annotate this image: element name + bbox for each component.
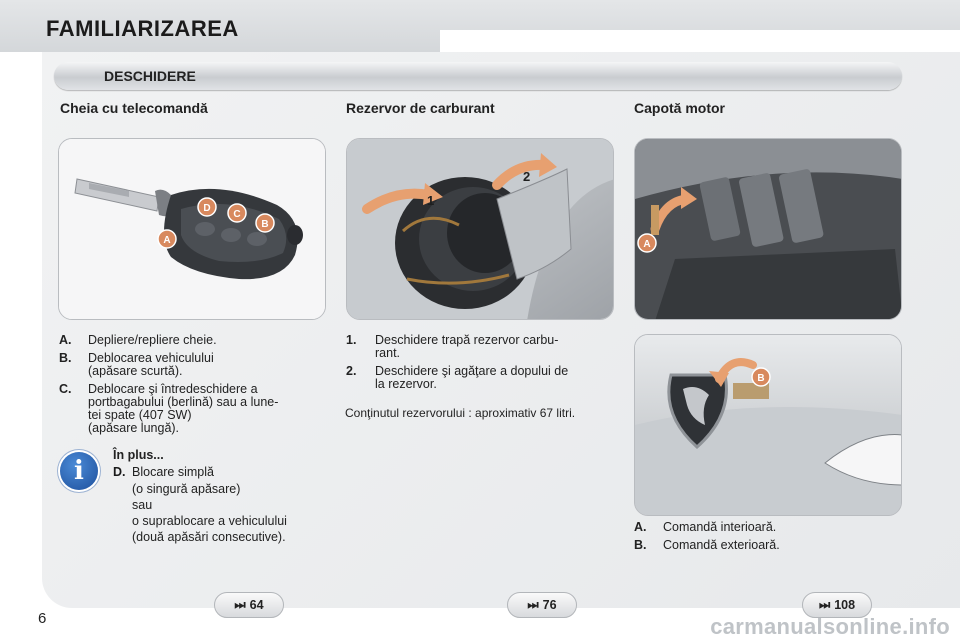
list-item [59, 383, 334, 435]
hood-legend-list [634, 521, 904, 557]
item-key: A. [634, 520, 647, 534]
hood-exterior-photo [634, 334, 902, 516]
list-item [346, 365, 618, 391]
page-ref-link-64[interactable] [214, 592, 284, 618]
info-key: D. [113, 465, 126, 479]
item-text: Comandă interioară. [663, 520, 777, 534]
svg-text:C: C [233, 209, 241, 220]
fuel-legend-list [346, 334, 618, 396]
item-key: 1. [346, 333, 357, 347]
page-ref-label: 76 [542, 598, 557, 612]
list-item [59, 352, 334, 378]
item-text: Deblocarea vehiculului (apăsare scurtă). [88, 351, 214, 378]
section-title: DESCHIDERE [104, 68, 196, 84]
item-key: A. [59, 333, 72, 347]
svg-text:1: 1 [427, 193, 435, 208]
info-line: sau [132, 498, 153, 512]
item-text: Comandă exterioară. [663, 538, 780, 552]
fuel-capacity-note: Conţinutul rezervorului : aproximativ 67 litri. [345, 406, 576, 420]
key-legend-list [59, 334, 334, 440]
list-item [346, 334, 618, 360]
item-text: Depliere/repliere cheie. [88, 333, 217, 347]
item-key: C. [59, 382, 72, 396]
page-title: FAMILIARIZAREA [46, 16, 239, 41]
svg-text:D: D [203, 203, 211, 214]
fuel-photo [346, 138, 614, 320]
page-number: 6 [38, 610, 47, 627]
svg-text:A: A [643, 239, 651, 250]
watermark: carmanualsonline.info [710, 614, 950, 639]
info-icon: i [60, 452, 98, 490]
list-item [634, 539, 904, 552]
svg-text:B: B [261, 219, 269, 230]
key-photo [58, 138, 326, 320]
list-item [634, 521, 904, 534]
panel-notch [440, 30, 960, 52]
page-ref-label: 64 [249, 598, 264, 612]
svg-text:2: 2 [523, 169, 531, 184]
item-text: Deschidere trapă rezervor carbu- rant. [375, 333, 559, 360]
item-key: B. [634, 538, 647, 552]
item-text: Deblocare şi întredeschidere a portbagabului (berlină) sau a lune- tei spate (407 SW) (apăsare lungă). [88, 382, 279, 435]
forward-arrows-icon: ⏭ [234, 597, 246, 612]
info-line: o suprablocare a vehiculului [132, 514, 287, 528]
svg-text:B: B [757, 373, 765, 384]
page-ref-link-76[interactable] [507, 592, 577, 618]
info-line: Blocare simplă [132, 465, 214, 479]
info-title: În plus... [113, 448, 164, 462]
list-item [59, 334, 334, 347]
item-key: B. [59, 351, 72, 365]
heading-key: Cheia cu telecomandă [60, 100, 208, 116]
info-line: (două apăsări consecutive). [132, 530, 286, 544]
page-ref-label: 108 [834, 598, 856, 612]
heading-fuel: Rezervor de carburant [346, 100, 495, 116]
forward-arrows-icon: ⏭ [527, 597, 539, 612]
hood-interior-photo [634, 138, 902, 320]
heading-hood: Capotă motor [634, 100, 725, 116]
info-line: (o singură apăsare) [132, 482, 241, 496]
svg-text:A: A [163, 235, 171, 246]
item-text: Deschidere şi agăţare a dopului de la rezervor. [375, 364, 569, 391]
forward-arrows-icon: ⏭ [818, 597, 831, 612]
item-key: 2. [346, 364, 357, 378]
